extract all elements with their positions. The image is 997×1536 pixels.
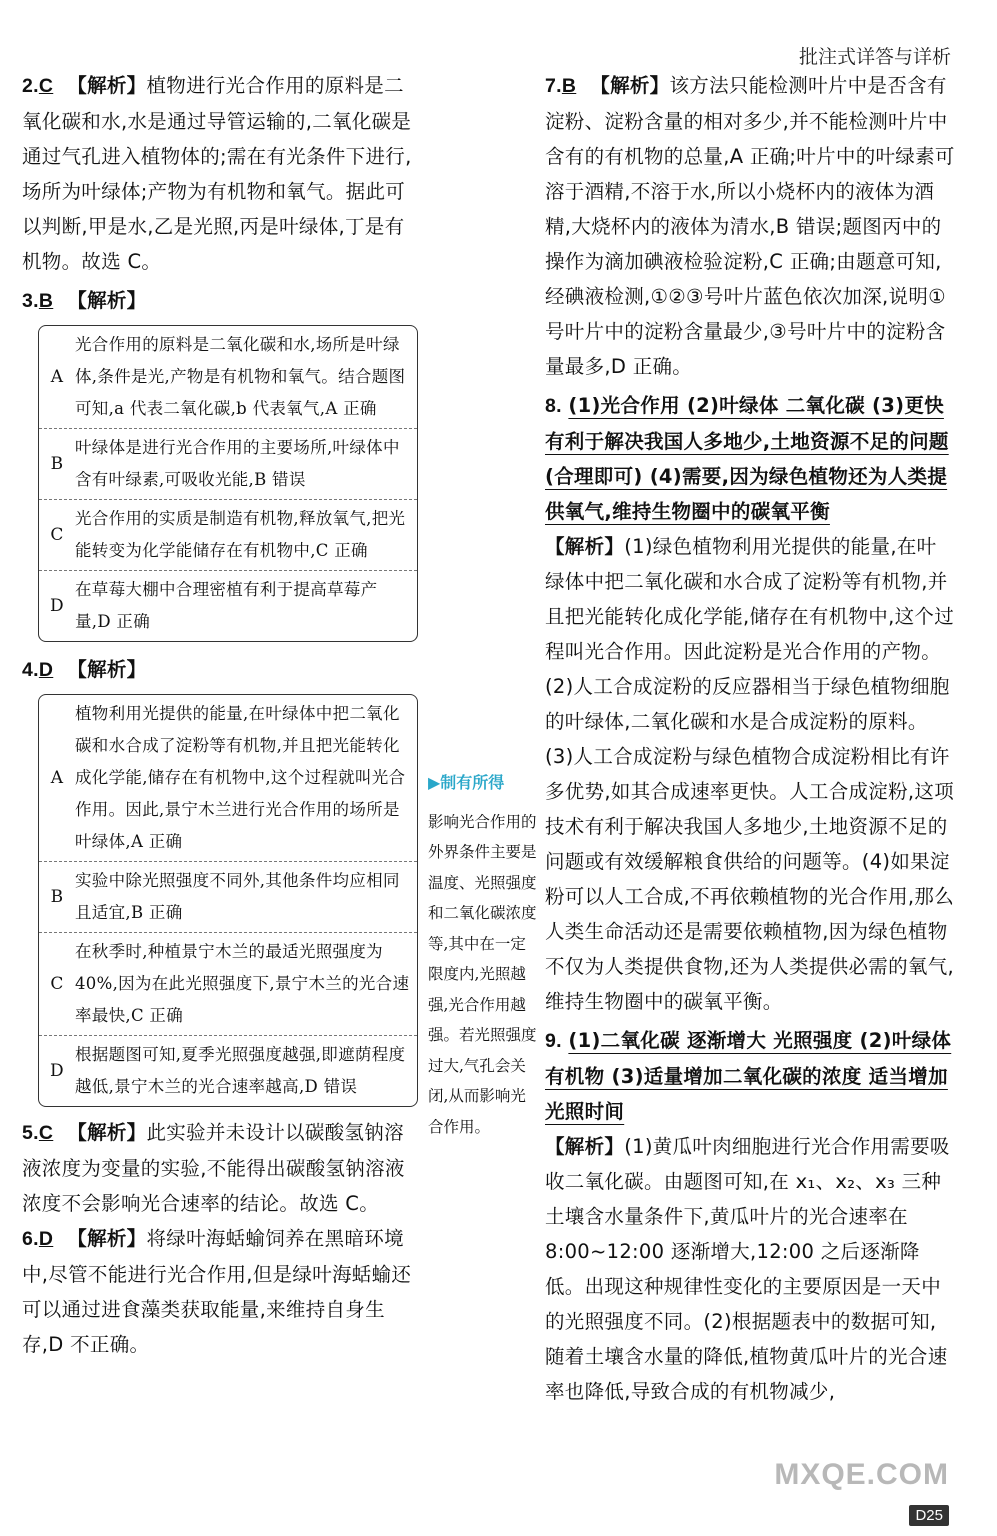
answer-letter: C: [38, 1122, 54, 1144]
answer-letter: D: [38, 659, 54, 681]
question-7: 7.B 【解析】该方法只能检测叶片中是否含有淀粉、淀粉含量的相对多少,并不能检测叶片中含有的有机物的总量,A 正确;叶片中的叶绿素可溶于酒精,不溶于水,所以小烧杯内的液体为酒精,大烧杯内的液体为清水,B 错误;题图丙中的操作为滴加碘液检验淀粉,C 正确;由题意可知,经碘液检测,①②③号叶片蓝色依次加深,说明①号叶片中的淀粉含量最少,③号叶片中的淀粉含量最多,D 正确。: [545, 74, 955, 378]
explanation: (1)绿色植物利用光提供的能量,在叶绿体中把二氧化碳和水合成了淀粉等有机物,并且把光能转化成化学能,储存在有机物中,这个过程叫光合作用。因此淀粉是光合作用的产物。(2)人工合成淀粉的反应器相当于绿色植物细胞的叶绿体,二氧化碳和水是合成淀粉的原料。(3)人工合成淀粉与绿色植物合成淀粉相比有许多优势,如其合成速率更快。人工合成淀粉,这项技术有利于解决我国人多地少,土地资源不足的问题或有效缓解粮食供给的问题等。(4)如果淀粉可以人工合成,不再依赖植物的光合作用,那么人类生命活动还是需要依赖植物,因为绿色植物不仅为人类提供食物,还为人类提供必需的氧气,维持生物圈中的碳氧平衡。: [545, 535, 954, 1013]
question-9: 9. (1)二氧化碳 逐渐增大 光照强度 (2)叶绿体 有机物 (3)适量增加二氧化碳的浓度 适当增加光照时间: [545, 1029, 952, 1123]
question-8-analysis: 【解析】(1)绿色植物利用光提供的能量,在叶绿体中把二氧化碳和水合成了淀粉等有机物,并且把光能转化成化学能,储存在有机物中,这个过程叫光合作用。因此淀粉是光合作用的产物。(2)人工合成淀粉的反应器相当于绿色植物细胞的叶绿体,二氧化碳和水是合成淀粉的原料。(3)人工合成淀粉与绿色植物合成淀粉相比有许多优势,如其合成速率更快。人工合成淀粉,这项技术有利于解决我国人多地少,土地资源不足的问题或有效缓解粮食供给的问题等。(4)如果淀粉可以人工合成,不再依赖植物的光合作用,那么人类生命活动还是需要依赖植物,因为绿色植物不仅为人类提供食物,还为人类提供必需的氧气,维持生物圈中的碳氧平衡。: [545, 535, 954, 1013]
table-row: B 实验中除光照强度不同外,其他条件均应相同且适宜,B 正确: [39, 862, 417, 933]
answer-letter: C: [38, 75, 54, 97]
question-8: 8. (1)光合作用 (2)叶绿体 二氧化碳 (3)更快 有利于解决我国人多地少,土地资源不足的问题(合理即可) (4)需要,因为绿色植物还为人类提供氧气,维持生物圈中的碳氧平衡: [545, 394, 949, 523]
question-3: 3.B 【解析】: [22, 289, 147, 312]
side-note: [428, 768, 538, 1142]
side-note-text: 影响光合作用的外界条件主要是温度、光照强度和二氧化碳浓度等,其中在一定限度内,光照越强,光合作用越强。若光照强度过大,气孔会关闭,从而影响光合作用。: [428, 812, 537, 1136]
right-column: [545, 68, 955, 1409]
side-note-title: ▶制有所得: [428, 773, 505, 792]
answer-letter: B: [561, 75, 577, 97]
explanation: 将绿叶海蛞蝓饲养在黑暗环境中,尽管不能进行光合作用,但是绿叶海蛞蝓还可以通过进食藻类获取能量,来维持自身生存,D 不正确。: [22, 1227, 412, 1356]
table-row: C 在秋季时,种植景宁木兰的最适光照强度为 40%,因为在此光照强度下,景宁木兰的光合速率最快,C 正确: [39, 933, 417, 1036]
table-row: A 植物利用光提供的能量,在叶绿体中把二氧化碳和水合成了淀粉等有机物,并且把光能转化成化学能,储存在有机物中,这个过程就叫光合作用。因此,景宁木兰进行光合作用的场所是叶绿体,A 正确: [39, 695, 417, 862]
question-5: 5.C 【解析】此实验并未设计以碳酸氢钠溶液浓度为变量的实验,不能得出碳酸氢钠溶液浓度不会影响光合速率的结论。故选 C。: [22, 1121, 405, 1215]
table-row: D 根据题图可知,夏季光照强度越强,即遮荫程度越低,景宁木兰的光合速率越高,D 错误: [50, 1045, 406, 1096]
explanation: 此实验并未设计以碳酸氢钠溶液浓度为变量的实验,不能得出碳酸氢钠溶液浓度不会影响光合速率的结论。故选 C。: [22, 1121, 405, 1215]
explanation: 该方法只能检测叶片中是否含有淀粉、淀粉含量的相对多少,并不能检测叶片中含有的有机物的总量,A 正确;叶片中的叶绿素可溶于酒精,不溶于水,所以小烧杯内的液体为酒精,大烧杯内的液体为清水,B 错误;题图丙中的操作为滴加碘液检验淀粉,C 正确;由题意可知,经碘液检测,①②③号叶片蓝色依次加深,说明①号叶片中的淀粉含量最少,③号叶片中的淀粉含量最多,D 正确。: [545, 74, 955, 378]
table-row: A 光合作用的原料是二氧化碳和水,场所是叶绿体,条件是光,产物是有机物和氧气。结合题图可知,a 代表二氧化碳,b 代表氧气,A 正确: [39, 326, 417, 429]
explanation: 植物进行光合作用的原料是二氧化碳和水,水是通过导管运输的,二氧化碳是通过气孔进入植物体的;需在有光条件下进行,场所为叶绿体;产物为有机物和氧气。据此可以判断,甲是水,乙是光照,丙是叶绿体,丁是有机物。故选 C。: [22, 74, 412, 273]
answer-letter: B: [38, 290, 54, 312]
question-2: 2.C 【解析】植物进行光合作用的原料是二氧化碳和水,水是通过导管运输的,二氧化碳是通过气孔进入植物体的;需在有光条件下进行,场所为叶绿体;产物为有机物和氧气。据此可以判断,甲是水,乙是光照,丙是叶绿体,丁是有机物。故选 C。: [22, 74, 412, 273]
explanation: (1)黄瓜叶肉细胞进行光合作用需要吸收二氧化碳。由题图可知,在 x₁、x₂、x₃ 三种土壤含水量条件下,黄瓜叶片的光合速率在 8:00~12:00 逐渐增大,12:00 之后逐渐降低。出现这种规律性变化的主要原因是一天中的光照强度不同。(2)根据题表中的数据可知,随着土壤含水量的降低,植物黄瓜叶片的光合速率也降低,导致合成的有机物减少,: [545, 1135, 950, 1403]
page-number: D25: [909, 1505, 949, 1526]
analysis-table-q3: [38, 325, 418, 642]
left-column: [22, 68, 422, 1362]
table-row: C 光合作用的实质是制造有机物,释放氧气,把光能转变为化学能储存在有机物中,C 正确: [39, 500, 417, 571]
answer-text: (1)二氧化碳 逐渐增大 光照强度 (2)叶绿体 有机物 (3)适量增加二氧化碳的浓度 适当增加光照时间: [545, 1029, 952, 1123]
table-row: B 叶绿体是进行光合作用的主要场所,叶绿体中含有叶绿素,可吸收光能,B 错误: [39, 429, 417, 500]
analysis-table-q4: [38, 694, 418, 1107]
answer-letter: D: [38, 1228, 54, 1250]
answer-text: (1)光合作用 (2)叶绿体 二氧化碳 (3)更快 有利于解决我国人多地少,土地资源不足的问题(合理即可) (4)需要,因为绿色植物还为人类提供氧气,维持生物圈中的碳氧平衡: [545, 394, 949, 523]
watermark: MXQE.COM: [774, 1458, 949, 1491]
question-4: 4.D 【解析】: [22, 658, 147, 681]
page-header: 批注式详答与详析: [798, 46, 951, 68]
question-9-analysis: 【解析】(1)黄瓜叶肉细胞进行光合作用需要吸收二氧化碳。由题图可知,在 x₁、x₂、x₃ 三种土壤含水量条件下,黄瓜叶片的光合速率在 8:00~12:00 逐渐增大,12:00 之后逐渐降低。出现这种规律性变化的主要原因是一天中的光照强度不同。(2)根据题表中的数据可知,随着土壤含水量的降低,植物黄瓜叶片的光合速率也降低,导致合成的有机物减少,: [545, 1135, 950, 1403]
table-row: D 在草莓大棚中合理密植有利于提高草莓产量,D 正确: [50, 580, 378, 631]
question-6: 6.D 【解析】将绿叶海蛞蝓饲养在黑暗环境中,尽管不能进行光合作用,但是绿叶海蛞蝓还可以通过进食藻类获取能量,来维持自身生存,D 不正确。: [22, 1227, 412, 1356]
